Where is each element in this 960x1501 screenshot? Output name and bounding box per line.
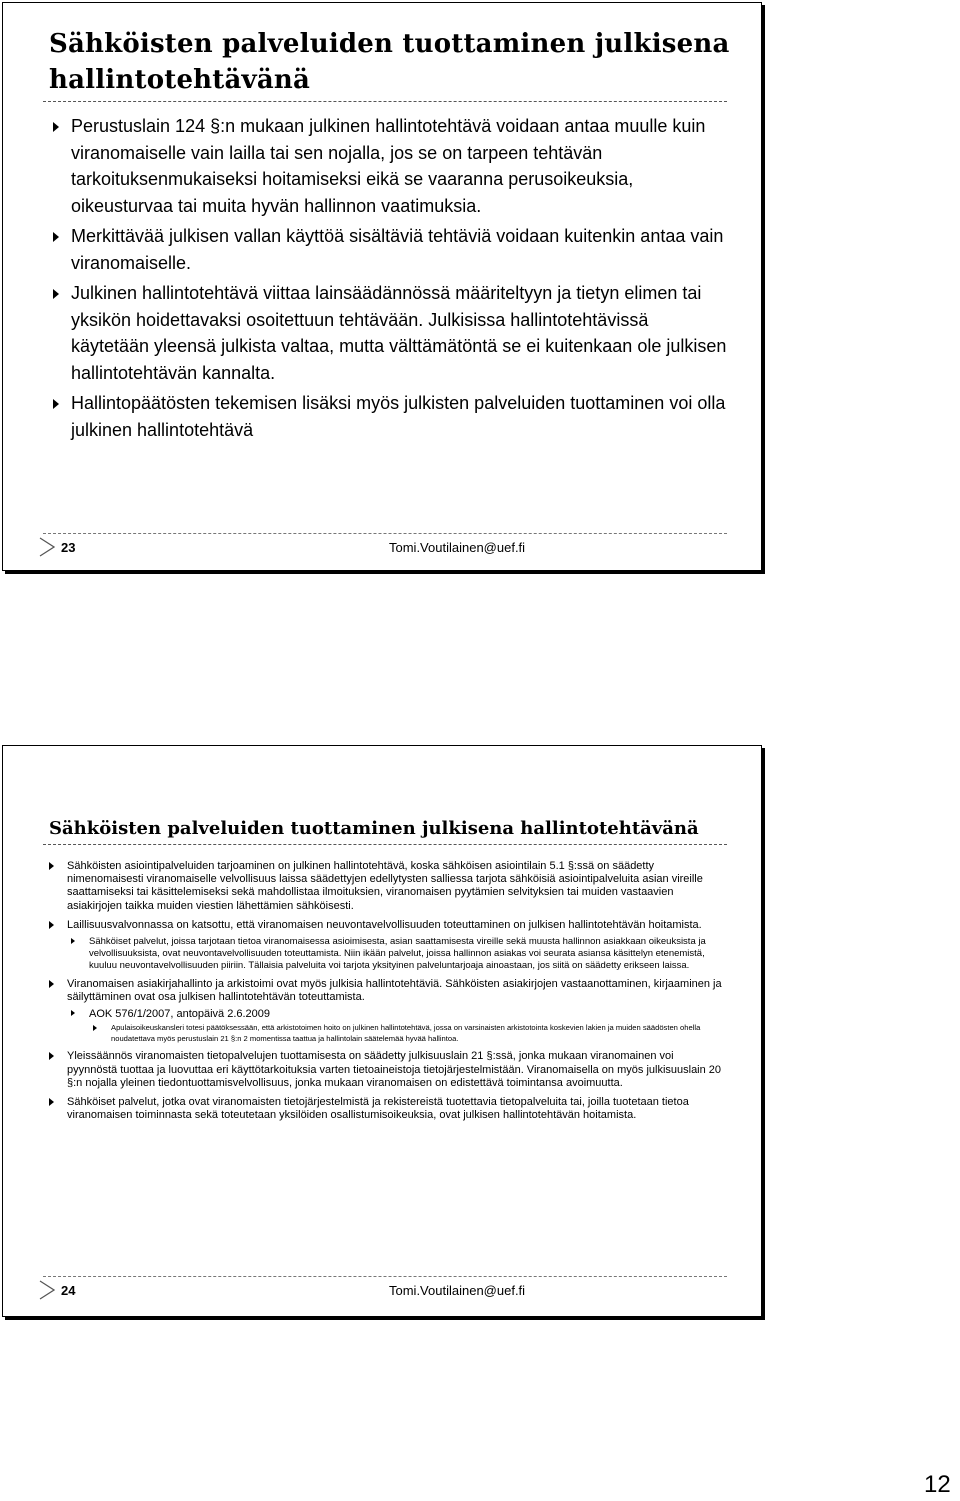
- bullet-item: Merkittävää julkisen vallan käyttöä sisältäviä tehtäviä voidaan kuitenkin antaa vain viranomaiselle.: [49, 223, 729, 276]
- footer-triangle-icon: [39, 537, 55, 557]
- bullet-arrow-icon: [71, 938, 75, 944]
- bullet-arrow-icon: [53, 289, 59, 299]
- footer-email: Tomi.Voutilainen@uef.fi: [389, 540, 526, 555]
- bullet-arrow-icon: [53, 122, 59, 132]
- bullet-arrow-icon: [49, 1052, 54, 1060]
- sub-bullet-item: Sähköiset palvelut, joissa tarjotaan tietoa viranomaisessa asioimisesta, asian saattamisesta vireille sekä muusta hallinnon asiakkaan oikeuksista ja velvollisuuksista, ovat neuvontavelvollisuuden toteuttamista. Niin ikään palvelut, joissa hallinnon asiakas voi seurata asiansa käsittelyn etenemistä, kuuluu neuvontavelvollisuuden piiriin. Tällaisia palveluita voi tarjota yksityinen palveluntarjoaja ainoastaan, jos siitä on säädetty erikseen laissa.: [67, 936, 725, 972]
- bullet-arrow-icon: [93, 1025, 97, 1031]
- slide-number: 24: [61, 1283, 76, 1298]
- bullet-arrow-icon: [71, 1010, 75, 1016]
- footer-divider: [43, 1276, 727, 1277]
- page-number: 12: [924, 1471, 951, 1498]
- bullet-arrow-icon: [53, 232, 59, 242]
- footer-email: Tomi.Voutilainen@uef.fi: [389, 1283, 526, 1298]
- sub-sub-bullet-list: [89, 1023, 725, 1044]
- footer-triangle-icon: [39, 1280, 55, 1300]
- bullet-item: Sähköiset palvelut, jotka ovat viranomaisten tietojärjestelmistä ja rekistereistä tuotettavia tietopalveluita tai, joilla tuotetaan tietoa viranomaisen toiminnasta sekä toteutetaan yksilöiden osallistumisoikeuksia, ovat julkisen hallintotehtävän hoitamista.: [45, 1096, 725, 1122]
- slide-title: Sähköisten palveluiden tuottaminen julkisena hallintotehtävänä: [49, 29, 730, 95]
- sub-bullet-list: [67, 936, 725, 972]
- slide-footer: [39, 533, 729, 557]
- bullet-list: [49, 113, 729, 447]
- bullet-arrow-icon: [49, 980, 54, 988]
- slide-title: Sähköisten palveluiden tuottaminen julkisena hallintotehtävänä: [49, 818, 699, 839]
- bullet-item: Viranomaisen asiakirjahallinto ja arkistoimi ovat myös julkisia hallintotehtäviä. Sähköisten asiakirjojen vastaanottaminen, kirjaaminen ja säilyttäminen ovat osa julkisen hallintotehtävän toteuttamista. AOK 576/1/2007, antopäivä 2.6.2009 Apulaisoikeuskansleri totesi päätöksessään, että arkistotoimen hoito on julkinen hallintotehtävä, jossa on varsinaisten arkistotointa koskevien lakien ja muiden säädösten ohella noudatettava myös perustuslain 21 §:n 2 momentissa taattua ja hallintolain säätelemää hyvää hallintoa.: [45, 978, 725, 1044]
- bullet-arrow-icon: [53, 399, 59, 409]
- bullet-arrow-icon: [49, 1098, 54, 1106]
- bullet-list: [45, 860, 725, 1128]
- title-divider: [43, 101, 727, 102]
- slide-number: 23: [61, 540, 76, 555]
- sub-bullet-item: AOK 576/1/2007, antopäivä 2.6.2009 Apulaisoikeuskansleri totesi päätöksessään, että arkistotoimen hoito on julkinen hallintotehtävä, jossa on varsinaisten arkistotointa koskevien lakien ja muiden säädösten ohella noudatettava myös perustuslain 21 §:n 2 momentissa taattua ja hallintolain säätelemää hyvää hallintoa.: [67, 1008, 725, 1044]
- bullet-item: Perustuslain 124 §:n mukaan julkinen hallintotehtävä voidaan antaa muulle kuin viranomaiselle vain lailla tai sen nojalla, jos se on tarpeen tehtävän tarkoituksenmukaiseksi hoitamiseksi eikä se vaaranna perusoikeuksia, oikeusturvaa tai muita hyvän hallinnon vaatimuksia.: [49, 113, 729, 219]
- title-divider: [43, 844, 727, 845]
- bullet-item: Julkinen hallintotehtävä viittaa lainsäädännössä määriteltyyn ja tietyn elimen tai yksikön hoidettavaksi osoitettuun tehtävään. Julkisissa hallintotehtävissä käytetään yleensä julkista valtaa, mutta välttämätöntä se ei kuitenkaan ole julkisen hallintotehtävän kannalta.: [49, 280, 729, 386]
- bullet-item: Yleissäännös viranomaisten tietopalvelujen tuottamisesta on säädetty julkisuuslain 21 §:ssä, jonka mukaan viranomainen voi pyynnöstä tuottaa ja luovuttaa eri käyttötarkoituksia varten tietoaineistoja tietojärjestelmistään. Viranomaisella on myös julkisuuslain 20 §:n nojalla yleinen tiedontuottamisvelvollisuus, jonka mukaan viranomaisen on edistettävä toimintansa avoimuutta.: [45, 1050, 725, 1090]
- bullet-item: Laillisuusvalvonnassa on katsottu, että viranomaisen neuvontavelvollisuuden toteuttaminen on julkisen hallintotehtävän hoitamista. Sähköiset palvelut, joissa tarjotaan tietoa viranomaisessa asioimisesta, asian saattamisesta vireille sekä muusta hallinnon asiakkaan oikeuksista ja velvollisuuksista, ovat neuvontavelvollisuuden toteuttamista. Niin ikään palvelut, joissa hallinnon asiakas voi seurata asiansa käsittelyn etenemistä, kuuluu neuvontavelvollisuuden piiriin. Tällaisia palveluita voi tarjota yksityinen palveluntarjoaja ainoastaan, jos siitä on säädetty erikseen laissa.: [45, 919, 725, 972]
- bullet-item: Hallintopäätösten tekemisen lisäksi myös julkisten palveluiden tuottaminen voi olla julkinen hallintotehtävä: [49, 390, 729, 443]
- bullet-arrow-icon: [49, 862, 54, 870]
- bullet-item: Sähköisten asiointipalveluiden tarjoaminen on julkinen hallintotehtävä, koska sähköisen asiointilain 5.1 §:ssä on säädetty nimenomaisesti viranomaiselle velvollisuus laissa säädettyjen edellytysten salliessa tarjota sähköisiä asiointipalveluita asian vireille saattamiseksi tai käsittelemiseksi sekä mahdollistaa ilmoituksien, viranomaisen pyytämien selvityksien tai muiden vastaavien asiakirjojen taikka muiden viestien lähettämien sähköisesti.: [45, 860, 725, 913]
- slide-23: [2, 2, 762, 571]
- slide-footer: [39, 1276, 729, 1300]
- bullet-arrow-icon: [49, 921, 54, 929]
- footer-divider: [43, 533, 727, 534]
- sub-bullet-list: [67, 1008, 725, 1044]
- sub-sub-bullet-item: Apulaisoikeuskansleri totesi päätöksessään, että arkistotoimen hoito on julkinen hallintotehtävä, jossa on varsinaisten arkistotointa koskevien lakien ja muiden säädösten ohella noudatettava myös perustuslain 21 §:n 2 momentissa taattua ja hallintolain säätelemää hyvää hallintoa.: [89, 1023, 725, 1044]
- slide-24: [2, 745, 762, 1317]
